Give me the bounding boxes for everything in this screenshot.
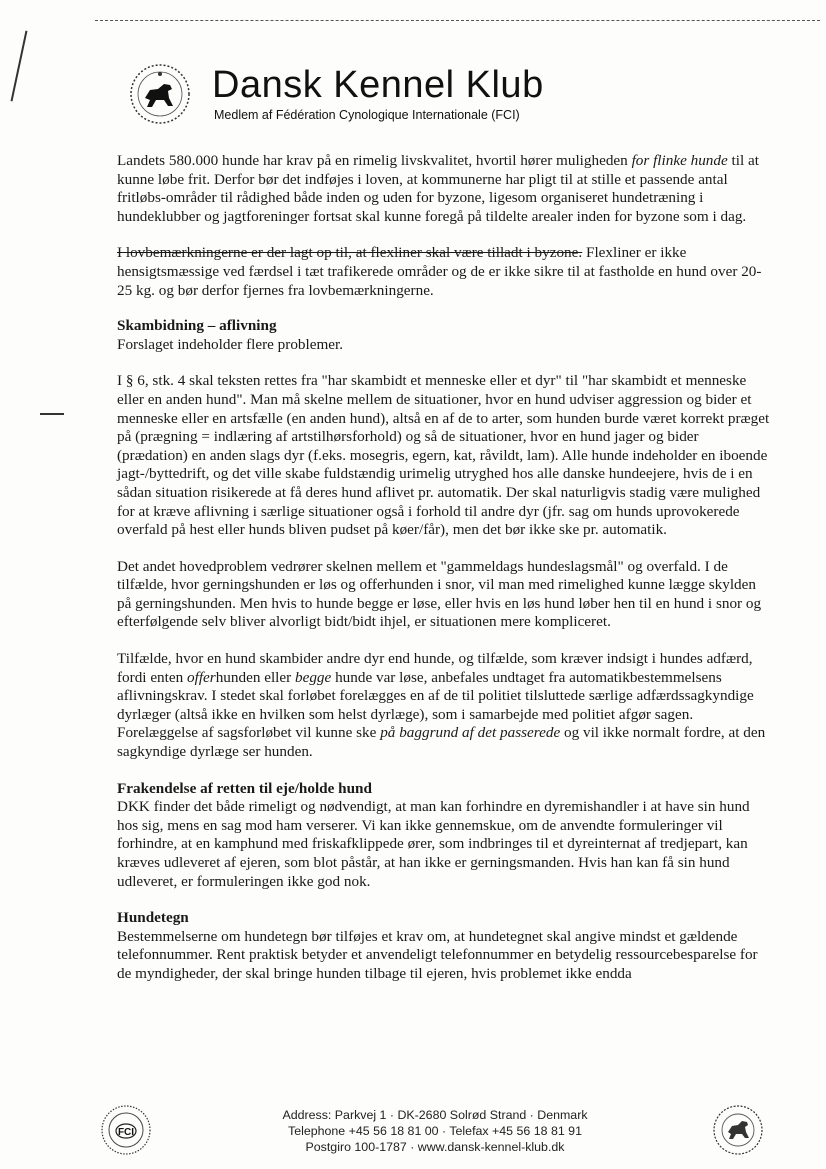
scan-artifact-line: [95, 20, 820, 21]
paragraph: [117, 152, 772, 226]
paragraph: [117, 244, 772, 300]
paragraph: Forslaget indeholder flere problemer.: [117, 335, 344, 353]
brand-subtitle: Medlem af Fédération Cynologique Internationale (FCI): [214, 108, 520, 122]
section-heading: Frakendelse af retten til eje/holde hund: [117, 779, 372, 797]
text-run: og vil ikke normalt fordre, at den sagkyndige dyrlæge ser hunden.: [117, 724, 766, 761]
paragraph: I § 6, stk. 4 skal teksten rettes fra "har skambidt et menneske eller et dyr" til "har skambidt et menneske eller en anden hund". Man må skelne mellem de situationer, hvor en hund udviser aggression og bider et menneske eller en artsfælle (en anden hund), altså en af de to arter, som hunden burde været korrekt præget på (prægning = indlæring af artstilhørsforhold) og så de situationer, hvor en hund jager og bider (prædation) en anden slags dyr (f.eks. mosegris, egern, kat, råvildt, lam). Alle hunde indeholder en iboende jagt-/byttedrift, og det ville skabe fuldstændig urimelig utryghed hos alle danske hundeejere, hvis de i en sådan situation risikerede at få deres hund aflivet pr. automatik. Der skal naturligvis stadig være mulighed for at kræve aflivning i særlige situationer også i forhold til andre dyr (jfr. sag om hunds uprovokerede overfald på hest eller hunds bliven pudset på køer/får), men det bør ikke ske pr. automatik.: [117, 372, 770, 539]
text-run: Tilfælde, hvor en hund skambider andre dyr end hunde, og tilfælde, som kræver indsigt i hundes adfærd, fordi enten: [117, 650, 753, 686]
section-heading: Skambidning – aflivning: [117, 317, 277, 335]
dkk-stamp-icon: [712, 1104, 764, 1156]
fci-seal-label: FCI: [117, 1127, 135, 1138]
text-run: til at kunne løbe frit. Derfor bør det indføjes i loven, at kommunerne har pligt til at stille et passende antal fritløbs-områder til rådighed både inden og uden for byzone, ligesom organiseret hundetræning i hundeklubber og jagtforeninger fortsat skal kunne foregå på tildelte arealer inden for byzone som i dag.: [117, 152, 759, 225]
paragraph: DKK finder det både rimeligt og nødvendigt, at man kan forhindre en dyremishandler i at have sin hund hos sig, mens en sag mod ham verserer. Vi kan ikke gennemskue, om de anvendte formuleringer vil forhindre, at en kamphund med friskafklippede ører, som indbringes til et dyreinternat af tredjepart, kan kræves udleveret af ejeren, som blot påstår, at han ikke er gerningsmanden. Hvis han kan få sin hund udleveret, er formuleringen ikke god nok.: [117, 798, 750, 890]
paragraph: Bestemmelserne om hundetegn bør tilføjes et krav om, at hundetegnet skal angive mindst et gældende telefonnummer. Rent praktisk betyder et anvendeligt telefonnummer en betydelig ressourcebesparelse for de myndigheder, der skal bringe hunden tilbage til ejeren, hvis problemet ikke endda: [117, 927, 758, 982]
dkk-dog-emblem-icon: [128, 62, 192, 126]
paragraph: [117, 650, 772, 762]
letterhead: [128, 62, 688, 132]
text-run: hunde var løse, anbefales undtaget fra automatikbestemmelsens aflivningskrav. I stedet skal forløbet forelægges en af de til politiet tilsluttede særlige adfærdssagkyndige dyrlæger (altså ikke en hvilken som helst dyrlæge), som i samarbejde med politiet afgør sagen. Forelæggelse af sagsforløbet vil kunne ske: [117, 668, 754, 742]
text-run: Landets 580.000 hunde har krav på en rimelig livskvalitet, hvortil hører muligheden: [117, 152, 632, 169]
margin-mark: [40, 413, 64, 415]
section-heading: Hundetegn: [117, 909, 189, 927]
footer-contact: [220, 1107, 650, 1155]
letter-footer: [0, 1100, 826, 1160]
emphasis: begge: [295, 668, 332, 686]
emphasis: offer: [187, 668, 216, 686]
footer-postgiro: Postgiro 100-1787 · www.dansk-kennel-klub.dk: [305, 1140, 565, 1154]
text-run: hunden eller: [215, 668, 295, 686]
fci-seal-icon: [100, 1104, 152, 1156]
scan-artifact-mark: [11, 31, 28, 102]
footer-phone: Telephone +45 56 18 81 00 · Telefax +45 56 18 81 91: [288, 1124, 582, 1138]
letter-body: [117, 152, 772, 1002]
paragraph: Det andet hovedproblem vedrører skelnen mellem et "gammeldags hundeslagsmål" og overfald. I de tilfælde, hvor gerningshunden er løs og offerhunden i snor, vil man med rimelighed kunne lægge skylden på gerningshunden. Men hvis to hunde begge er løse, eller hvis en løs hund løber hen til en hund i snor og efterfølgende selv bliver alvorligt bidt/bidt ihjel, er situationen mere kompliceret.: [117, 557, 762, 631]
text-run: Flexliner er ikke hensigtsmæssige ved færdsel i tæt trafikerede områder og de er ikke sikre til at fastholde en hund over 20-25 kg. og bør derfor fjernes fra lovbemærkningerne.: [117, 244, 762, 299]
footer-address: Address: Parkvej 1 · DK-2680 Solrød Strand · Denmark: [282, 1108, 588, 1122]
emphasis: for flinke hunde: [631, 152, 728, 169]
struck-text: I lovbemærkningerne er der lagt op til, at flexliner skal være tilladt i byzone.: [117, 244, 583, 262]
emphasis: på baggrund af det passerede: [380, 724, 561, 742]
brand-name: Dansk Kennel Klub: [212, 64, 544, 106]
